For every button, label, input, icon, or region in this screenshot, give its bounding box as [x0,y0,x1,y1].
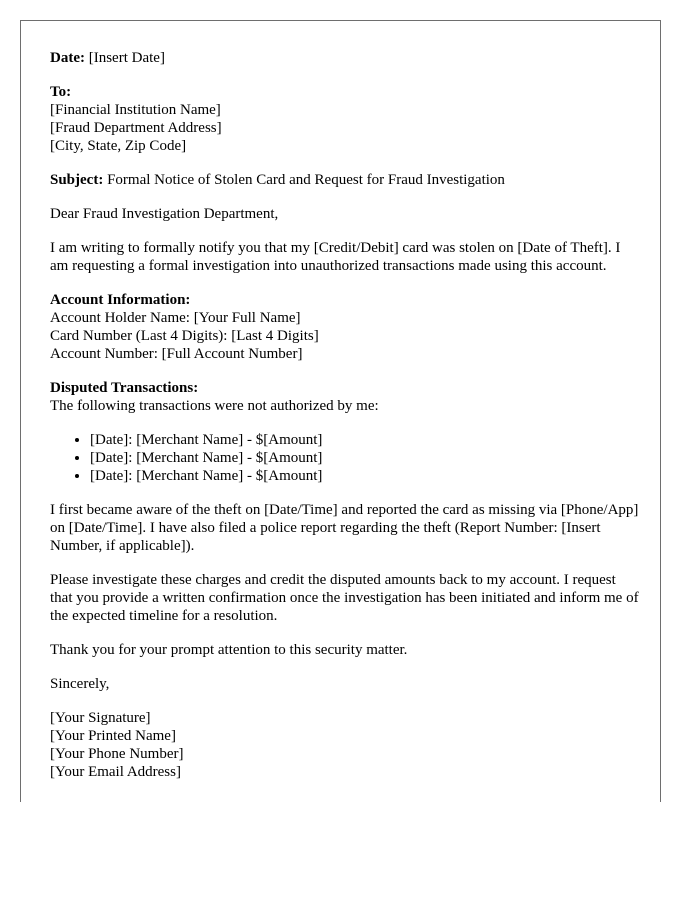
recipient-line: [Financial Institution Name] [50,102,221,118]
closing: Sincerely, [50,676,110,692]
letter-page [20,20,661,802]
email-line: [Your Email Address] [50,764,181,780]
recipient-block [50,83,640,155]
request-paragraph: Please investigate these charges and credit the disputed amounts back to my account. I request that you provide a written confirmation once the investigation has been initiated and inform me of the expected timeline for a resolution. [50,572,639,624]
recipient-line: [City, State, Zip Code] [50,138,187,154]
salutation: Dear Fraud Investigation Department, [50,206,279,222]
to-label: To: [50,84,72,100]
subject-label: Subject: [50,172,104,188]
printed-name-line: [Your Printed Name] [50,728,176,744]
subject-value: Formal Notice of Stolen Card and Request for Fraud Investigation [107,172,505,188]
account-info-line: Card Number (Last 4 Digits): [Last 4 Digits] [50,328,319,344]
date-value: [Insert Date] [88,50,165,66]
transaction-item: • [Date]: [Merchant Name] - $[Amount] [90,467,640,485]
awareness-paragraph: I first became aware of the theft on [Date/Time] and reported the card as missing via [Phone/App] on [Date/Time]. I have also filed a police report regarding the theft (Report Number: [Insert Number, if applicable]). [50,502,639,554]
transaction-list [50,431,640,485]
thanks-paragraph: Thank you for your prompt attention to this security matter. [50,642,408,658]
account-info-line: Account Holder Name: [Your Full Name] [50,310,301,326]
letter-content [50,49,640,781]
date-line [50,49,640,67]
signature-line: [Your Signature] [50,710,151,726]
date-label: Date: [50,50,85,66]
disputed-transactions-block [50,379,640,415]
subject-line [50,171,640,189]
signature-block [50,709,640,781]
phone-line: [Your Phone Number] [50,746,184,762]
disputed-intro: The following transactions were not authorized by me: [50,398,379,414]
recipient-line: [Fraud Department Address] [50,120,222,136]
account-info-heading: Account Information: [50,292,191,308]
transaction-item: • [Date]: [Merchant Name] - $[Amount] [90,431,640,449]
account-info-line: Account Number: [Full Account Number] [50,346,303,362]
disputed-heading: Disputed Transactions: [50,380,199,396]
intro-paragraph: I am writing to formally notify you that my [Credit/Debit] card was stolen on [Date of Theft]. I am requesting a formal investigation into unauthorized transactions made using this account. [50,240,621,274]
transaction-item: • [Date]: [Merchant Name] - $[Amount] [90,449,640,467]
account-info-block [50,291,640,363]
